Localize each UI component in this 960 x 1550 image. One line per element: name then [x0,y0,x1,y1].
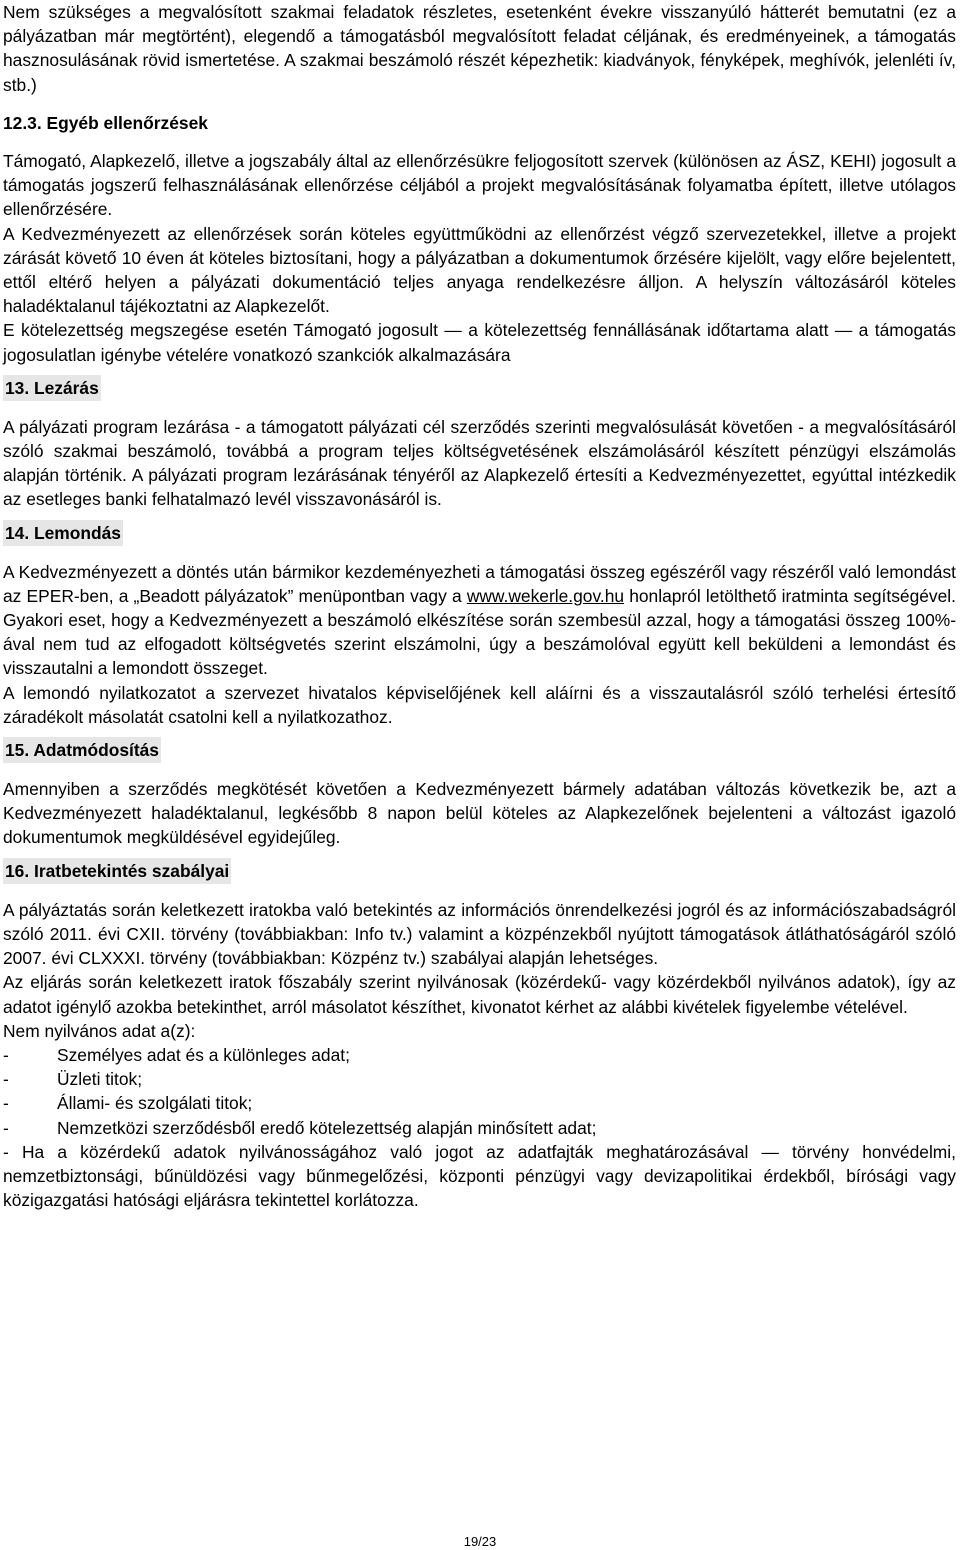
document-body [3,0,956,1212]
list-item-text: Nemzetközi szerződésből eredő kötelezettség alapján minősített adat; [57,1117,597,1138]
paragraph-16-3: Nem nyilvános adat a(z): [3,1020,196,1041]
list-item-text: Üzleti titok; [57,1069,143,1090]
heading-15: 15. Adatmódosítás [3,737,161,763]
list-item [3,1116,956,1140]
paragraph-12-3-1: Támogató, Alapkezelő, illetve a jogszabály által az ellenőrzésükre feljogosított szervek (különösen az ÁSZ, KEHI) jogosult a támogatás jogszerű felhasználásának ellenőrzése céljából a projekt megvalósításának folyamatba épített, illetve utólagos ellenőrzésére. [3,151,956,220]
paragraph-16-1: A pályáztatás során keletkezett iratokba való betekintés az információs önrendelkezési jogról és az információszabadságról szóló 2011. évi CXII. törvény (továbbiakban: Info tv.) valamint a közpénzekből nyújtott támogatások átláthatóságáról szóló 2007. évi CLXXXI. törvény (továbbiakban: Közpénz tv.) szabályai alapján lehetséges. [3,899,956,969]
list-item [3,1043,956,1067]
page-number: 19/23 [463,1534,497,1549]
list-item-last: - Ha a közérdekű adatok nyilvánosságához való jogot az adatfajták meghatározásával — törvény honvédelmi, nemzetbiztonsági, bűnüldözési vagy bűnmegelőzési, központi pénzügyi vagy devizapolitikai érdekből, bírósági vagy közigazgatási hatósági eljárásra tekintettel korlátozza. [3,1141,956,1211]
heading-12-3: 12.3. Egyéb ellenőrzések [3,112,208,133]
list-item [3,1067,956,1091]
heading-16: 16. Iratbetekintés szabályai [3,858,231,884]
list-dash: - [3,1044,9,1065]
paragraph-12-3-3: E kötelezettség megszegése esetén Támogató jogosult — a kötelezettség fennállásának időtartama alatt — a támogatás jogosulatlan igénybe vételére vonatkozó szankciók alkalmazására [3,320,956,365]
wekerle-link[interactable]: www.wekerle.gov.hu [466,585,625,606]
paragraph-13-1: A pályázati program lezárása - a támogatott pályázati cél szerződés szerinti megvalósulását követően - a megvalósításáról szóló szakmai beszámoló, továbbá a program teljes költségvetésének elszámolásáról készített pénzügyi elszámolás alapján történik. A pályázati program lezárásának tényéről az Alapkezelő értesíti a Kedvezményezettet, egyúttal intézkedik az esetleges banki felhatalmazó levél visszavonásáról is. [3,416,956,510]
paragraph-14-1 [3,560,956,681]
paragraph-12-3-2: A Kedvezményezett az ellenőrzések során köteles együttműködni az ellenőrzést végző szervezetekkel, illetve a projekt zárását követő 10 éven át köteles biztosítani, hogy a pályázatban a dokumentumok őrzésére kijelölt, vagy előre bejelentett, ettől eltérő helyen a pályázati dokumentáció teljes anyaga rendelkezésre álljon. A helyszín változásáról köteles haladéktalanul tájékoztatni az Alapkezelőt. [3,223,956,317]
list-item [3,1091,956,1115]
list-item-text: Személyes adat és a különleges adat; [57,1044,350,1065]
list-dash: - [3,1069,9,1090]
list-dash: - [3,1117,9,1138]
paragraph-14-1-start: A Kedvezményezett a döntés után bármikor kezdeményezheti a támogatási összeg egészéről vagy részéről való lemondást az EPER-ben, a „Beadott pályázatok” menüpontban vagy a [3,561,956,606]
paragraph-15-1: Amennyiben a szerződés megkötését követően a Kedvezményezett bármely adatában változás következik be, azt a Kedvezményezett haladéktalanul, legkésőbb 8 napon belül köteles az Alapkezelőnek bejelenteni a változást igazoló dokumentumok megküldésével egyidejűleg. [3,779,956,848]
heading-14: 14. Lemondás [3,520,123,546]
intro-paragraph: Nem szükséges a megvalósított szakmai feladatok részletes, esetenként évekre visszanyúló hátterét bemutatni (ez a pályázatban már megtörtént), elegendő a támogatásból megvalósított feladat céljának, és eredményeinek, a támogatás hasznosulásának rövid ismertetése. A szakmai beszámoló részét képezhetik: kiadványok, fényképek, meghívók, jelenléti ív, stb.) [3,2,956,95]
heading-13: 13. Lezárás [3,375,101,401]
paragraph-14-2: A lemondó nyilatkozatot a szervezet hivatalos képviselőjének kell aláírni és a visszautalásról szóló terhelési értesítő záradékolt másolatát csatolni kell a nyilatkozathoz. [3,682,956,727]
paragraph-14-1-end: honlapról letölthető iratminta segítségével. Gyakori eset, hogy a Kedvezményezett a beszámoló elkészítése során szembesül azzal, hogy a támogatási összeg 100%-ával nem tud az elfogadott költségvetés szerint elszámolni, úgy a beszámolóval együtt kell beküldeni a lemondást és visszautalni a lemondott összeget. [3,585,956,679]
paragraph-16-2: Az eljárás során keletkezett iratok főszabály szerint nyilvánosak (közérdekű- vagy közérdekből nyilvános adatok), így az adatot igénylő azokba betekinthet, arról másolatot készíthet, kivonatot kérhet az alábbi kivételek figyelembe vételével. [3,972,956,1017]
list-item-text: Állami- és szolgálati titok; [57,1093,253,1114]
list-dash: - [3,1093,9,1114]
